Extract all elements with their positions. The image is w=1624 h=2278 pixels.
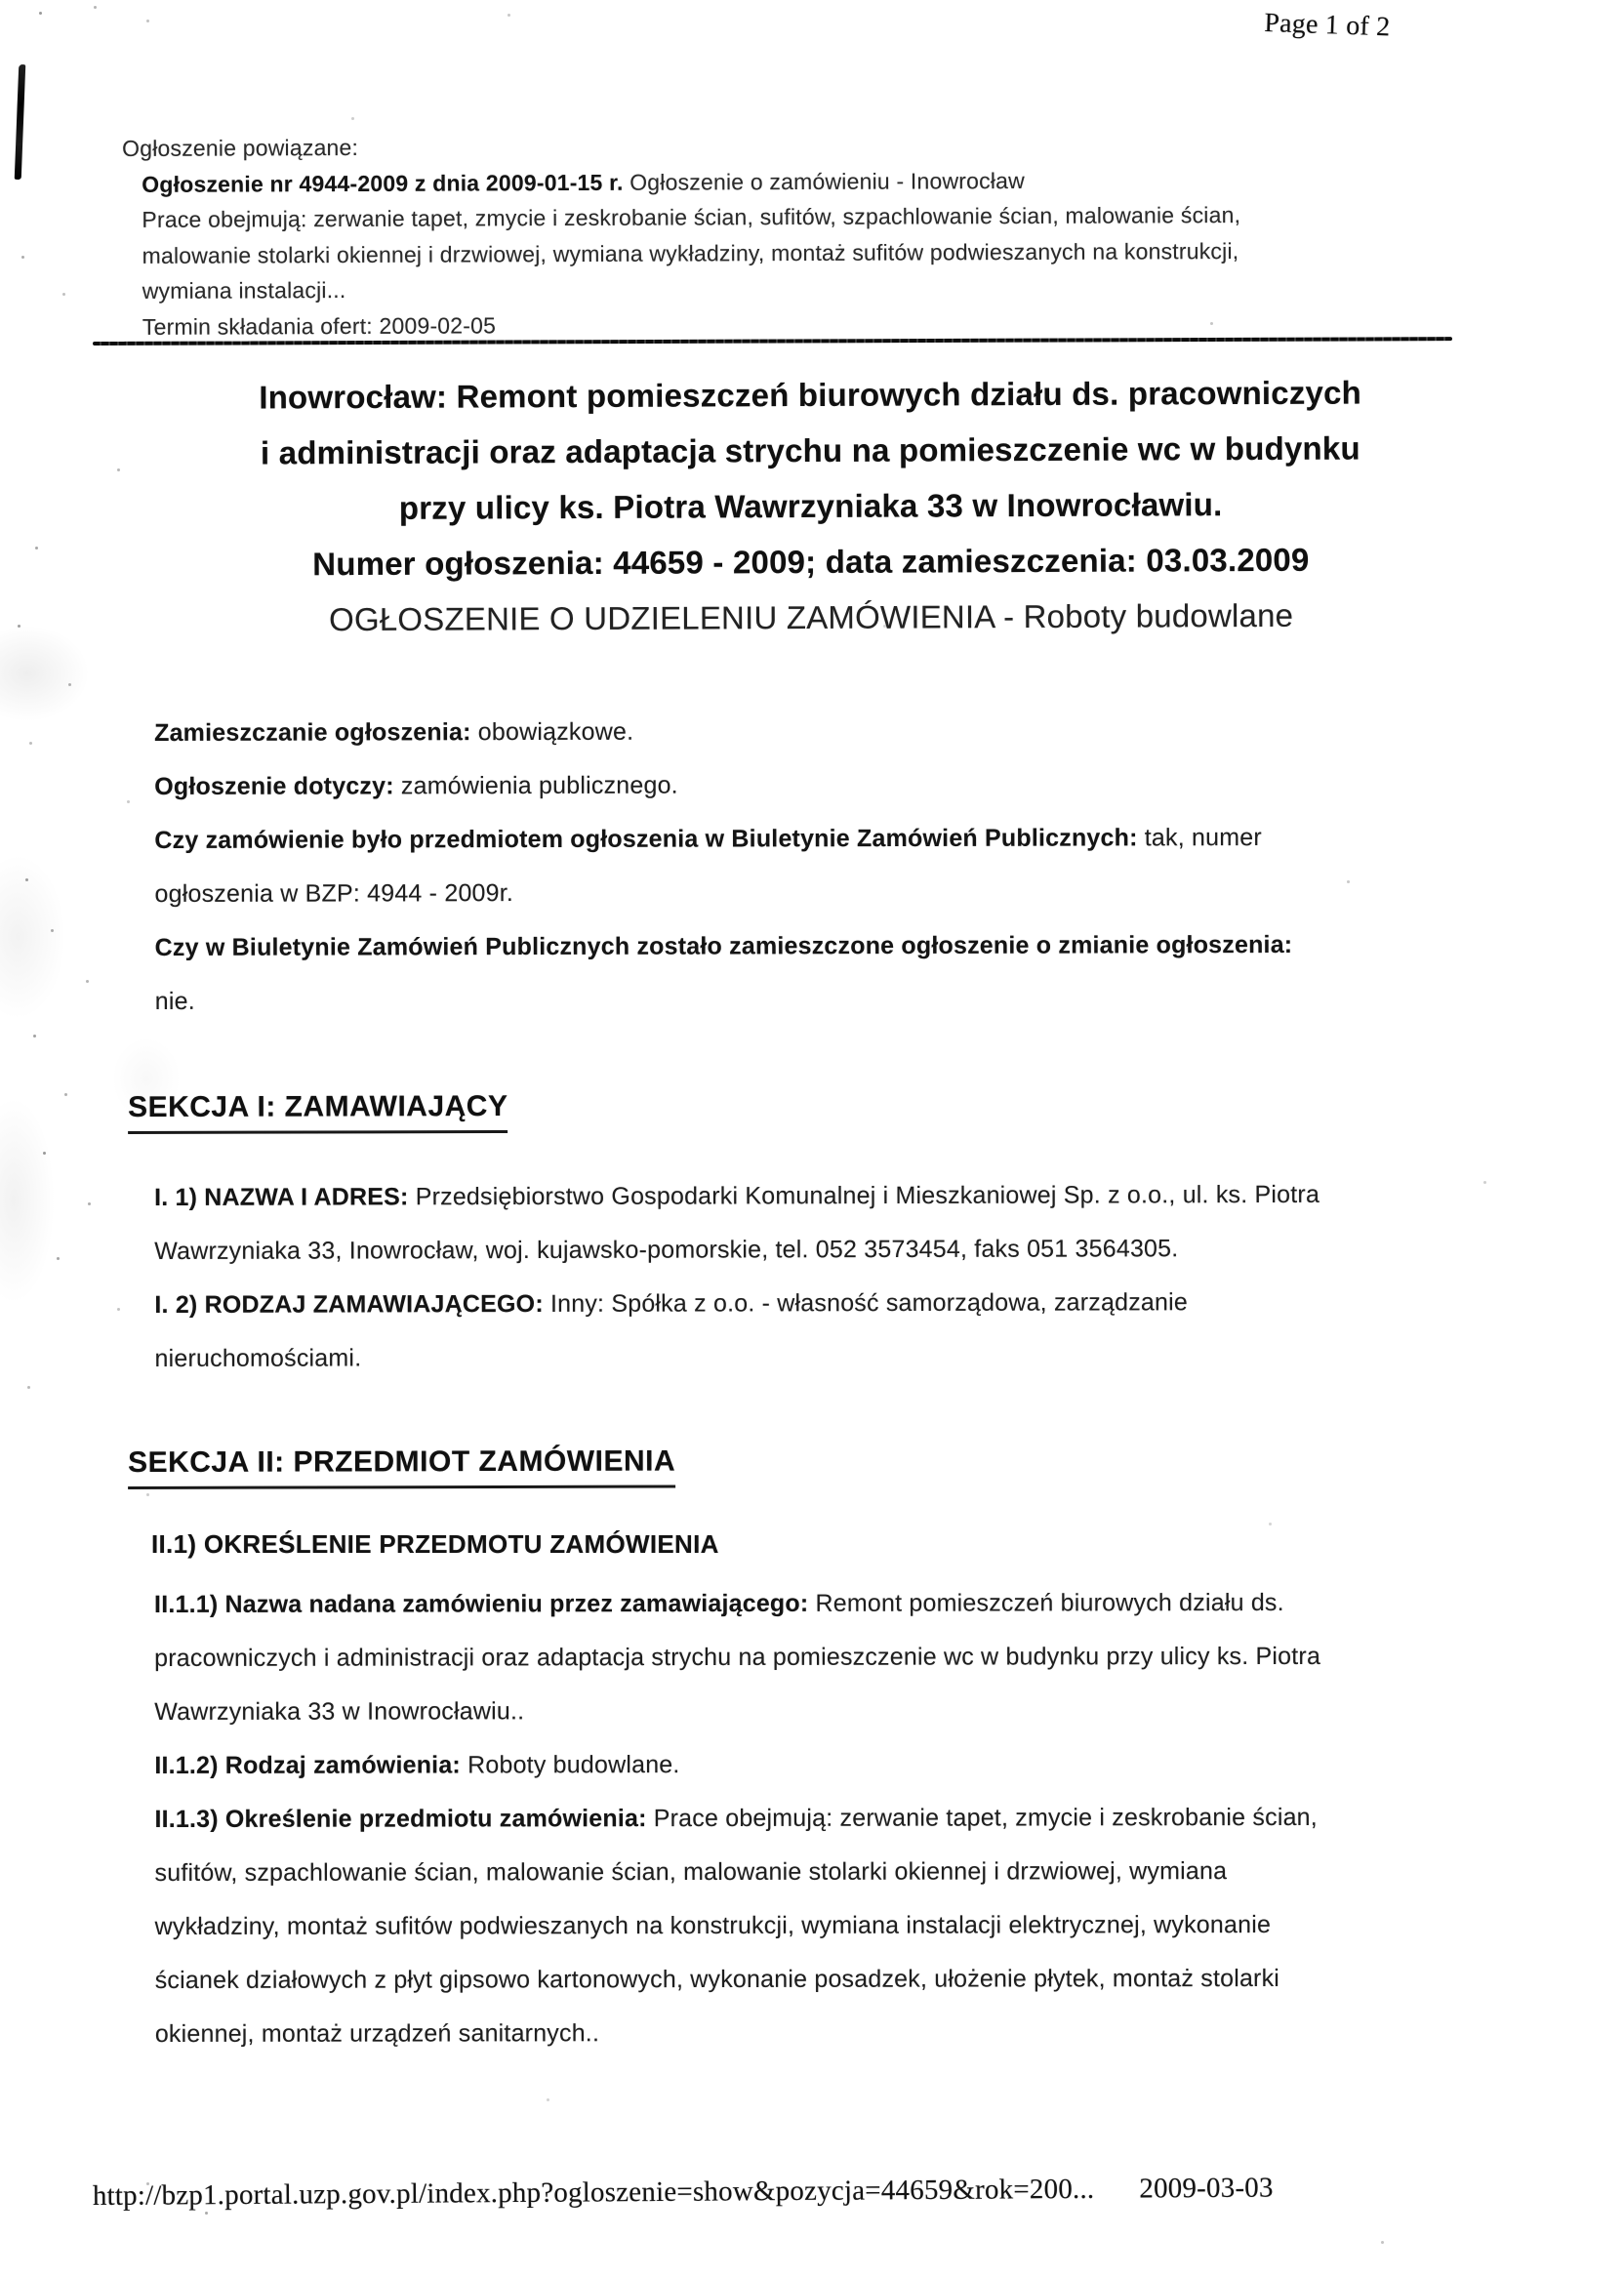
- meta-line: Ogłoszenie dotyczy: zamówienia publicznego.: [154, 771, 678, 800]
- meta-line: Czy w Biuletynie Zamówień Publicznych zostało zamieszczone ogłoszenie o zmianie ogłoszenia:: [154, 930, 1293, 961]
- section-1-body: [154, 1167, 1551, 1386]
- section-2-line: okiennej, montaż urządzeń sanitarnych..: [154, 2019, 600, 2048]
- doc-type-line: OGŁOSZENIE O UDZIELENIU ZAMÓWIENIA - Roboty budowlane: [329, 596, 1294, 638]
- section-1-line: nieruchomościami.: [154, 1344, 362, 1372]
- section-1-line: I. 2) RODZAJ ZAMAWIAJĄCEGO: Inny: Spółka z o.o. - własność samorządowa, zarządzanie: [154, 1288, 1189, 1319]
- doc-title-line-2: i administracji oraz adaptacja strychu na pomieszczenie wc w budynku: [260, 429, 1360, 471]
- section-2-line: II.1.2) Rodzaj zamówienia: Roboty budowlane.: [154, 1751, 680, 1779]
- section-2-heading: SEKCJA II: PRZEDMIOT ZAMÓWIENIA: [128, 1445, 675, 1489]
- meta-line: nie.: [154, 987, 195, 1015]
- meta-line: ogłoszenia w BZP: 4944 - 2009r.: [154, 879, 514, 908]
- related-link-line: [122, 160, 1488, 202]
- document-title-block: [59, 364, 1563, 649]
- meta-line: Czy zamówienie było przedmiotem ogłoszenia w Biuletynie Zamówień Publicznych: tak, numer: [154, 824, 1262, 854]
- meta-block: [154, 703, 1541, 1029]
- related-link: Ogłoszenie nr 4944-2009 z dnia 2009-01-15 r.: [142, 169, 624, 197]
- related-announcements-block: [122, 125, 1489, 345]
- section-2-line: II.1.3) Określenie przedmiotu zamówienia: Prace obejmują: zerwanie tapet, zmycie i zeskrobanie ścian,: [154, 1803, 1318, 1833]
- related-desc-line-3: wymiana instalacji...: [142, 277, 346, 304]
- section-2-line: sufitów, szpachlowanie ścian, malowanie ścian, malowanie stolarki okiennej i drzwiowej, wymiana: [154, 1857, 1228, 1887]
- doc-title-line-1: Inowrocław: Remont pomieszczeń biurowych działu ds. pracowniczych: [259, 374, 1362, 416]
- scan-noise-specks: [0, 0, 3, 3]
- related-link-rest: Ogłoszenie o zamówieniu - Inowrocław: [623, 167, 1025, 195]
- related-desc-line-1: Prace obejmują: zerwanie tapet, zmycie i zeskrobanie ścian, sufitów, szpachlowanie ścian, malowanie ścian,: [142, 202, 1241, 232]
- section-2-body: [154, 1575, 1561, 2061]
- section-2-line: Wawrzyniaka 33 w Inowrocławiu..: [154, 1697, 525, 1726]
- section-2-line: wykładziny, montaż sufitów podwieszanych na konstrukcji, wymiana instalacji elektrycznej, wykonanie: [154, 1911, 1272, 1940]
- related-deadline: Termin składania ofert: 2009-02-05: [142, 311, 497, 340]
- section-1-heading: SEKCJA I: ZAMAWIAJĄCY: [128, 1090, 508, 1134]
- doc-title-line-3: przy ulicy ks. Piotra Wawrzyniaka 33 w Inowrocławiu.: [398, 486, 1223, 526]
- related-desc-line-2: malowanie stolarki okiennej i drzwiowej, wymiana wykładziny, montaż sufitów podwieszanych na konstrukcji,: [142, 237, 1239, 268]
- section-2-line: II.1.1) Nazwa nadana zamówieniu przez zamawiającego: Remont pomieszczeń biurowych działu ds.: [154, 1588, 1284, 1618]
- footer-date: 2009-03-03: [1139, 2172, 1274, 2205]
- section-1-line: I. 1) NAZWA I ADRES: Przedsiębiorstwo Gospodarki Komunalnej i Mieszkaniowej Sp. z o.o., ul. ks. Piotra: [154, 1180, 1320, 1211]
- section-1-line: Wawrzyniaka 33, Inowrocław, woj. kujawsko-pomorskie, tel. 052 3573454, faks 051 3564305.: [154, 1235, 1179, 1265]
- footer-url: http://bzp1.portal.uzp.gov.pl/index.php?ogloszenie=show&pozycja=44659&rok=200...: [92, 2173, 1095, 2212]
- section-2-line: ścianek działowych z płyt gipsowo kartonowych, wykonanie posadzek, ułożenie płytek, montaż stolarki: [154, 1964, 1280, 1994]
- doc-number-line: Numer ogłoszenia: 44659 - 2009; data zamieszczenia: 03.03.2009: [312, 541, 1310, 583]
- page-indicator: Page 1 of 2: [1263, 8, 1391, 43]
- related-label: Ogłoszenie powiązane:: [122, 134, 359, 161]
- section-2-line: pracowniczych i administracji oraz adaptacja strychu na pomieszczenie wc w budynku przy ulicy ks. Piotra: [154, 1642, 1321, 1672]
- section-2-subheading: II.1) OKREŚLENIE PRZEDMOTU ZAMÓWIENIA: [151, 1529, 719, 1559]
- meta-line: Zamieszczanie ogłoszenia: obowiązkowe.: [154, 717, 634, 747]
